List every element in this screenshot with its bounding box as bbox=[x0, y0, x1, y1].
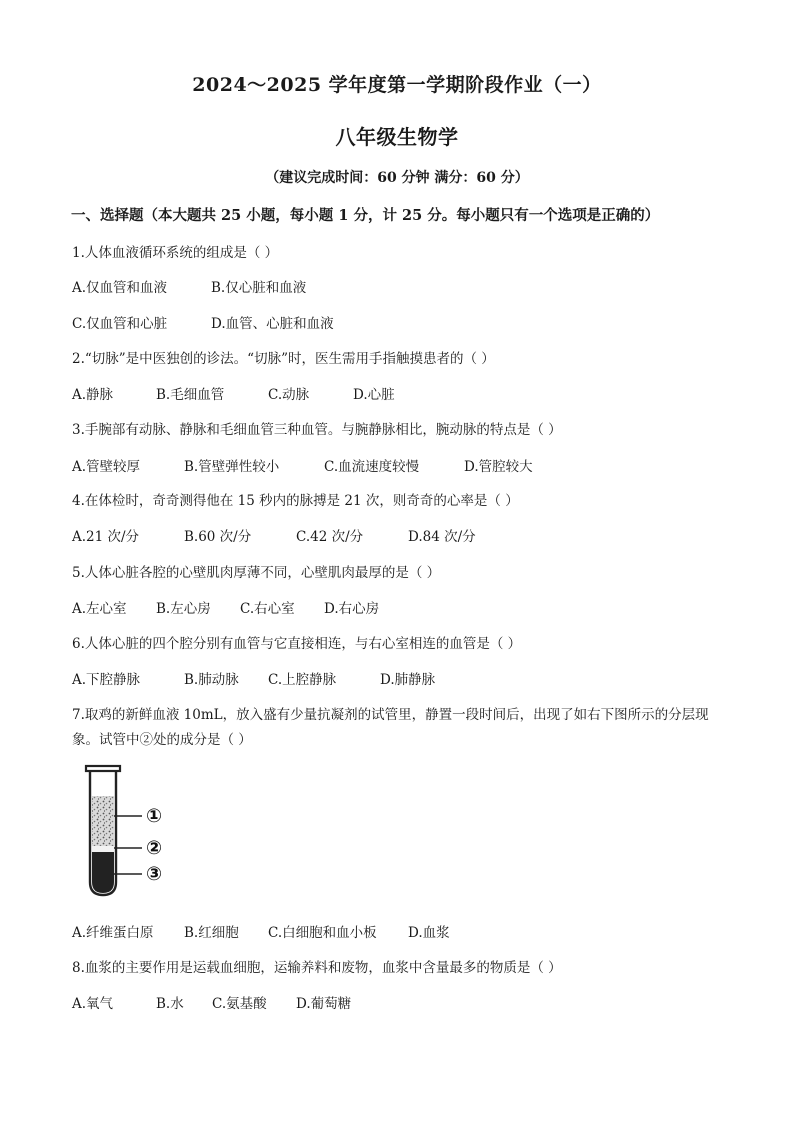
figure-label-1: ① bbox=[145, 805, 163, 827]
question-5-stem: 5.人体心脏各腔的心壁肌肉厚薄不同，心壁肌肉最厚的是（ ） bbox=[72, 565, 441, 581]
option-a: A.仅血管和血液 bbox=[72, 280, 168, 296]
option-a: A.21 次/分 bbox=[72, 529, 140, 545]
option-b: B.仅心脏和血液 bbox=[211, 280, 307, 296]
question-8-stem: 8.血浆的主要作用是运载血细胞，运输养料和废物，血浆中含量最多的物质是（ ） bbox=[72, 960, 562, 976]
option-b: B.肺动脉 bbox=[184, 672, 239, 688]
option-a: A.氧气 bbox=[72, 996, 114, 1012]
option-a: A.管壁较厚 bbox=[72, 459, 141, 475]
option-d: D.血浆 bbox=[408, 925, 450, 941]
option-b: B.左心房 bbox=[156, 601, 211, 617]
question-2-stem: 2.“切脉”是中医独创的诊法。“切脉”时，医生需用手指触摸患者的（ ） bbox=[72, 351, 495, 367]
option-d: D.管腔较大 bbox=[464, 459, 533, 475]
option-c: C.白细胞和血小板 bbox=[268, 925, 377, 941]
option-a: A.纤维蛋白原 bbox=[72, 925, 154, 941]
option-c: C.氨基酸 bbox=[212, 996, 267, 1012]
option-b: B.水 bbox=[156, 996, 184, 1012]
option-d: D.心脏 bbox=[353, 387, 395, 403]
option-a: A.静脉 bbox=[72, 387, 114, 403]
exam-subject: 八年级生物学 bbox=[335, 125, 459, 149]
option-b: B.毛细血管 bbox=[156, 387, 225, 403]
option-c: C.仅血管和心脏 bbox=[72, 316, 168, 332]
option-b: B.管壁弹性较小 bbox=[184, 459, 280, 475]
question-6-stem: 6.人体心脏的四个腔分别有血管与它直接相连，与右心室相连的血管是（ ） bbox=[72, 636, 522, 652]
figure-label-2: ② bbox=[145, 837, 163, 859]
option-b: B.红细胞 bbox=[184, 925, 239, 941]
option-c: C.上腔静脉 bbox=[268, 672, 337, 688]
option-d: D.右心房 bbox=[324, 601, 380, 617]
option-d: D.肺静脉 bbox=[380, 672, 436, 688]
tube-rim bbox=[86, 766, 120, 771]
question-3-stem: 3.手腕部有动脉、静脉和毛细血管三种血管。与腕静脉相比，腕动脉的特点是（ ） bbox=[72, 422, 562, 438]
option-b: B.60 次/分 bbox=[184, 529, 252, 545]
question-7-stem-cont: 象。试管中②处的成分是（ ） bbox=[72, 732, 252, 748]
exam-meta: （建议完成时间：60 分钟 满分：60 分） bbox=[265, 170, 529, 186]
section-heading: 一、选择题（本大题共 25 小题，每小题 1 分，计 25 分。每小题只有一个选项是正确的） bbox=[71, 207, 660, 224]
figure-label-3: ③ bbox=[145, 863, 163, 885]
option-c: C.动脉 bbox=[268, 387, 310, 403]
tube-layer-1 bbox=[92, 796, 114, 846]
question-4-stem: 4.在体检时，奇奇测得他在 15 秒内的脉搏是 21 次，则奇奇的心率是（ ） bbox=[72, 493, 519, 509]
test-tube-figure bbox=[84, 764, 174, 899]
option-c: C.血流速度较慢 bbox=[324, 459, 420, 475]
question-7-stem: 7.取鸡的新鲜血液 10mL，放入盛有少量抗凝剂的试管里，静置一段时间后，出现了如右下图所示的分层现 bbox=[72, 707, 709, 723]
option-c: C.42 次/分 bbox=[296, 529, 364, 545]
option-a: A.左心室 bbox=[72, 601, 127, 617]
option-d: D.84 次/分 bbox=[408, 529, 476, 545]
option-d: D.血管、心脏和血液 bbox=[211, 316, 334, 332]
tube-layer-3 bbox=[92, 852, 114, 893]
tube-layer-2 bbox=[92, 846, 114, 852]
option-c: C.右心室 bbox=[240, 601, 295, 617]
exam-title: 2024～2025 学年度第一学期阶段作业（一） bbox=[192, 74, 602, 96]
option-a: A.下腔静脉 bbox=[72, 672, 141, 688]
option-d: D.葡萄糖 bbox=[296, 996, 352, 1012]
question-1-stem: 1.人体血液循环系统的组成是（ ） bbox=[72, 245, 279, 261]
